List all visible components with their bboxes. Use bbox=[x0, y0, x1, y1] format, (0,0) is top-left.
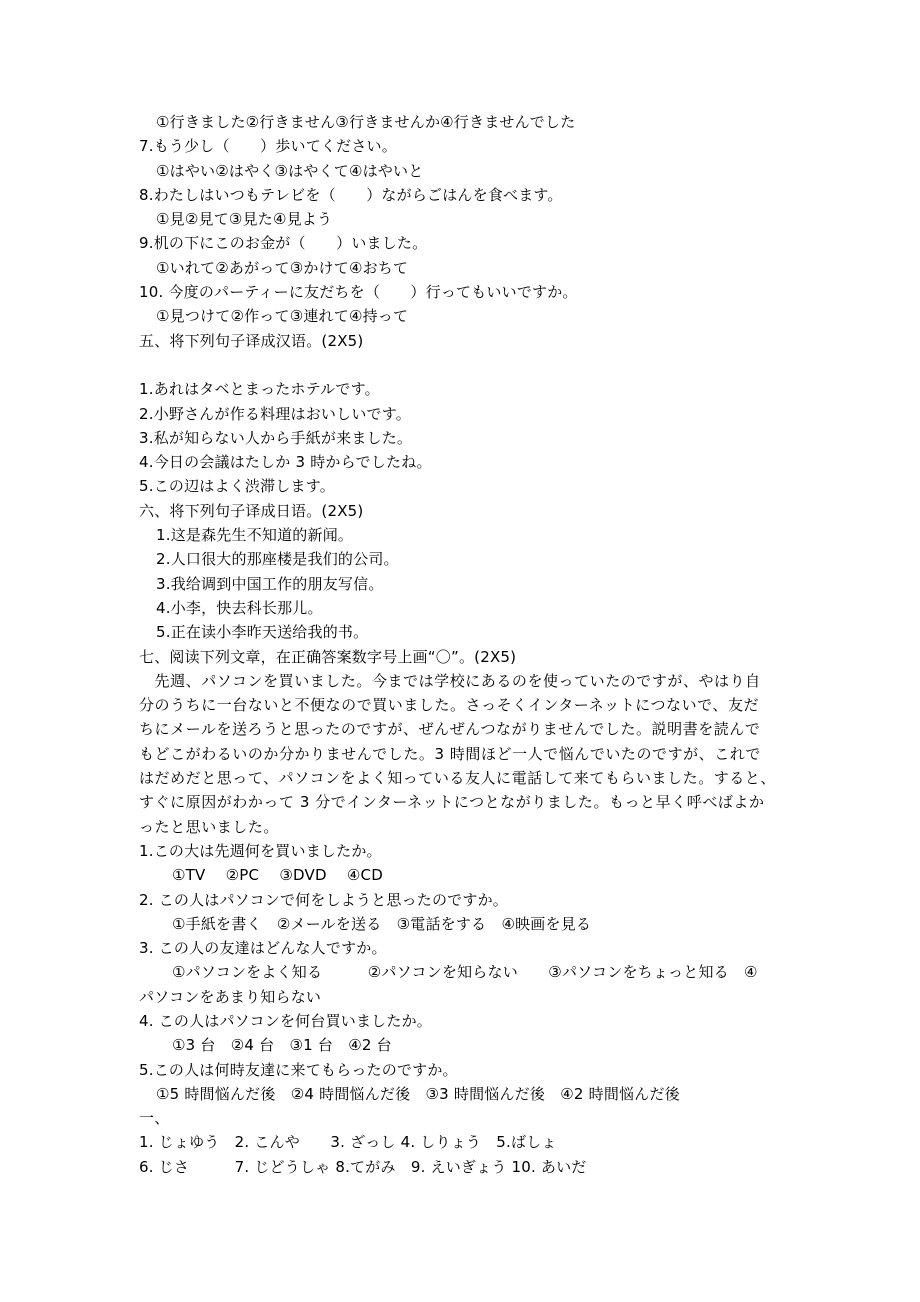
reading-question-3: 3. この人の友達はどんな人ですか。 bbox=[139, 939, 387, 958]
reading-question-1-options: ①TV ②PC ③DVD ④CD bbox=[172, 866, 383, 885]
section-5-item: 1.あれはタベとまったホテルです。 bbox=[139, 380, 380, 399]
document-page bbox=[0, 110, 920, 1179]
q6-options: ①行きました②行きません③行きませんか④行きませんでした bbox=[156, 113, 576, 131]
section-5-item: 3.私が知らない人から手紙が来ました。 bbox=[139, 428, 413, 447]
q10-options: ①見つけて②作って③連れて④持って bbox=[156, 307, 409, 326]
section-6-heading: 六、将下列句子译成日语。(2X5) bbox=[139, 501, 364, 520]
answer-key-row: 6. じさ 7. じどうしゃ 8.てがみ 9. えいぎょう 10. あいだ bbox=[139, 1157, 587, 1176]
section-5-item: 2.小野さんが作る料理はおいしいです。 bbox=[139, 404, 411, 423]
q8-options: ①見②見て③見た④見よう bbox=[156, 210, 333, 229]
blank-line bbox=[0, 353, 920, 377]
reading-question-5-options: ①5 時間悩んだ後 ②4 時間悩んだ後 ③3 時間悩んだ後 ④2 時間悩んだ後 bbox=[156, 1084, 680, 1103]
passage-line: ったと思いました。 bbox=[139, 817, 279, 836]
section-6-item: 4.小李，快去科长那儿。 bbox=[156, 598, 323, 617]
section-6-item: 2.人口很大的那座楼是我们的公司。 bbox=[156, 550, 399, 569]
reading-question-4-options: ①3 台 ②4 台 ③1 台 ④2 台 bbox=[172, 1036, 392, 1055]
passage-line: 先週、パソコンを買いました。今までは学校にあるのを使っていたのですが、やはり自 bbox=[139, 671, 761, 690]
passage-line: 分のうちに一台ないと不便なので買いました。さっそくインターネットにつないで、友だ bbox=[139, 696, 760, 715]
reading-question-5: 5.この人は何時友達に来てもらったのですか。 bbox=[139, 1060, 458, 1079]
reading-question-4: 4. この人はパソコンを何台買いましたか。 bbox=[139, 1011, 432, 1030]
reading-question-2: 2. この人はパソコンで何をしようと思ったのですか。 bbox=[139, 890, 508, 909]
q9: 9.机の下にこのお金が（ ）いました。 bbox=[139, 234, 428, 253]
reading-passage bbox=[0, 669, 920, 839]
reading-question-3-options: ①パソコンをよく知る ②パソコンを知らない ③パソコンをちょっと知る ④ bbox=[172, 963, 758, 982]
section-7-heading: 七、阅读下列文章，在正确答案数字号上画“〇”。(2X5) bbox=[139, 647, 517, 666]
section-5-item: 5.この辺はよく渋滞します。 bbox=[139, 477, 335, 496]
section-5-item: 4.今日の会議はたしか 3 時からでしたね。 bbox=[139, 453, 432, 472]
passage-line: もどこがわるいのか分かりませんでした。3 時間ほど一人で悩んでいたのですが、これで bbox=[139, 744, 761, 763]
q10: 10. 今度のパーティーに友だちを（ ）行ってもいいですか。 bbox=[139, 283, 578, 302]
answer-key-heading: 一、 bbox=[139, 1109, 170, 1128]
passage-line: ちにメールを送ろうと思ったのですが、ぜんぜんつながりませんでした。説明書を読んで bbox=[139, 720, 761, 739]
passage-line: すぐに原因がわかって 3 分でインターネットにつとながりました。もっと早く呼べばよか bbox=[139, 793, 765, 812]
passage-line: はだめだと思って、パソコンをよく知っている友人に電話して来てもらいました。すると、 bbox=[139, 769, 776, 788]
q7-options: ①はやい②はやく③はやくて④はやいと bbox=[156, 161, 424, 180]
answer-key-row: 1. じょゆう 2. こんや 3. ざっし 4. しりょう 5.ばしょ bbox=[139, 1133, 557, 1152]
reading-question-1: 1.この大は先週何を買いましたか。 bbox=[139, 841, 382, 860]
q7: 7.もう少し（ ）歩いてください。 bbox=[139, 137, 397, 156]
section-6-item: 5.正在读小李昨天送给我的书。 bbox=[156, 623, 369, 642]
q9-options: ①いれて②あがって③かけて④おちて bbox=[156, 258, 409, 277]
reading-question-2-options: ①手紙を書く ②メールを送る ③電話をする ④映画を見る bbox=[172, 914, 592, 933]
q8: 8.わたしはいつもテレビを（ ）ながらごはんを食べます。 bbox=[139, 185, 563, 204]
section-5-heading: 五、将下列句子译成汉语。(2X5) bbox=[139, 331, 364, 350]
reading-question-3-options-continued: パソコンをあまり知らない bbox=[139, 987, 322, 1006]
section-6-item: 3.我给调到中国工作的朋友写信。 bbox=[156, 574, 384, 593]
section-6-item: 1.这是森先生不知道的新闻。 bbox=[156, 526, 354, 545]
